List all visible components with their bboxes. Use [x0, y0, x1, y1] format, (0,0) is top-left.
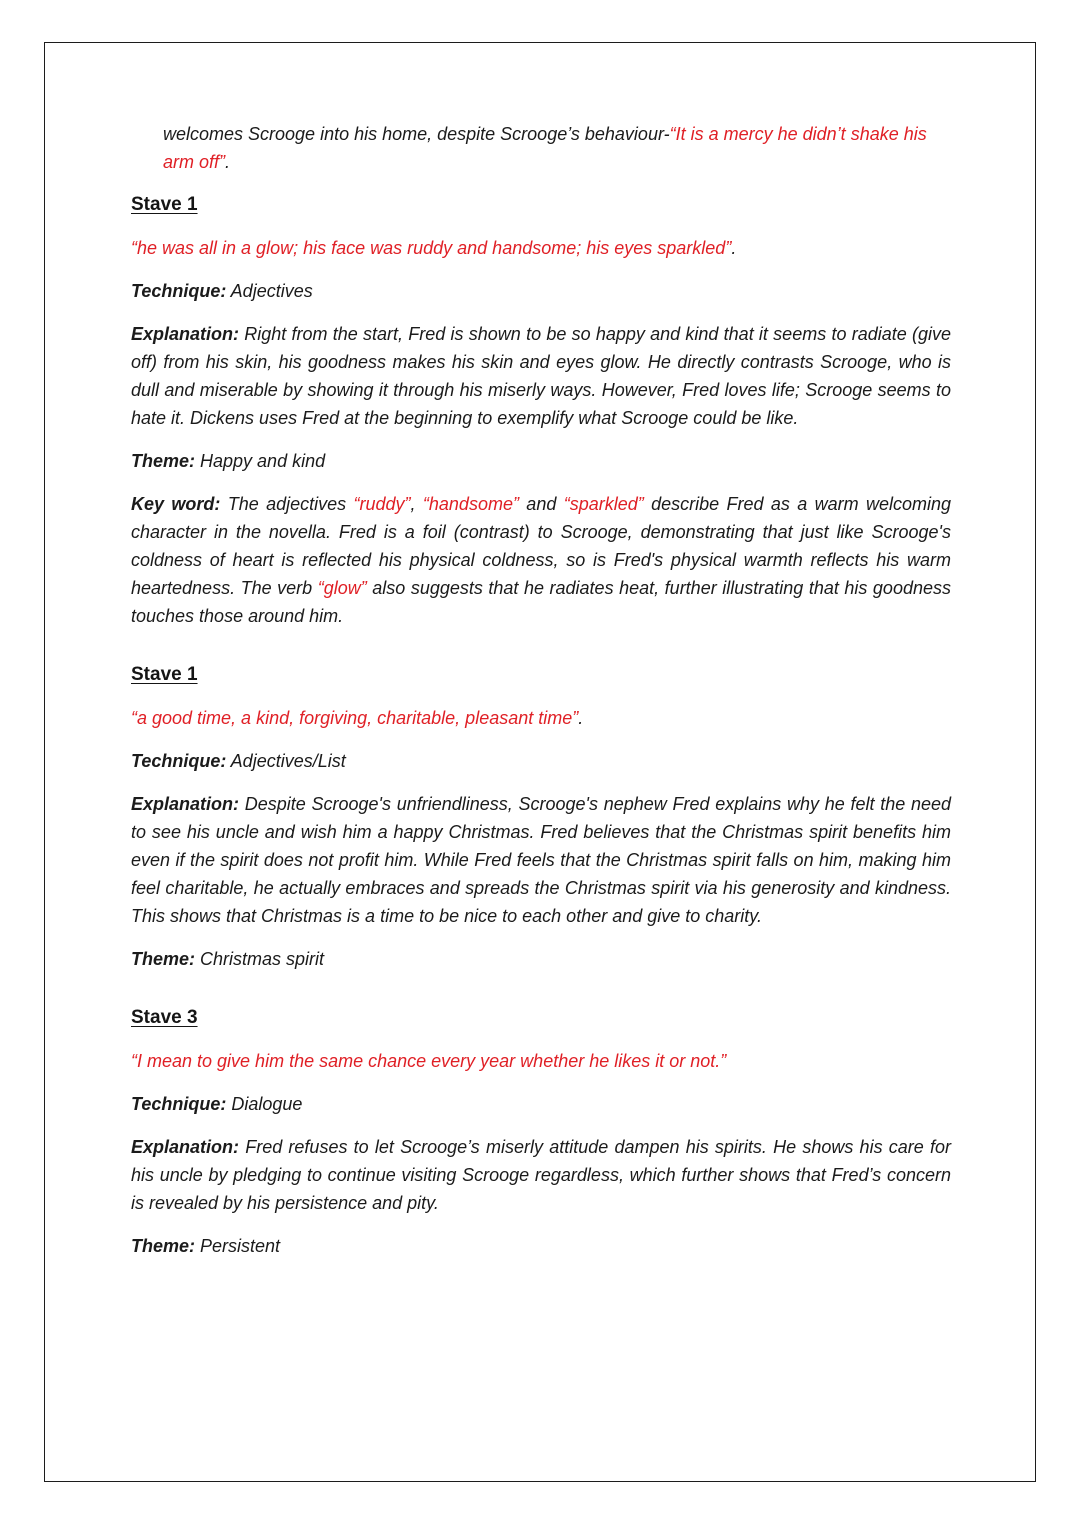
document-content — [131, 120, 951, 1275]
quote-paragraph — [131, 704, 951, 732]
theme-label: Theme: — [131, 949, 196, 969]
keyword-seg: also suggests that he radiates heat, further illustrating that his goodness touches those around him. — [131, 578, 951, 626]
keyword-red-word: “handsome” — [422, 494, 519, 514]
technique-label: Technique: — [131, 1094, 227, 1114]
technique-label: Technique: — [131, 751, 227, 771]
technique-value: Adjectives — [226, 281, 313, 301]
intro-text-black: welcomes Scrooge into his home, despite Scrooge’s behaviour- — [163, 124, 670, 144]
explanation-text: Despite Scrooge's unfriendliness, Scrooge's nephew Fred explains why he felt the need to see his uncle and wish him a happy Christmas. Fred believes that the Christmas spirit benefits him even if the spirit does not profit him. While Fred feels that the Christmas spirit falls on him, making him feel charitable, he actually embraces and spreads the Christmas spirit via his generosity and kindness. This shows that Christmas is a time to be nice to each other and give to charity. — [131, 794, 951, 926]
quote-text: “a good time, a kind, forgiving, charitable, pleasant time” — [131, 708, 579, 728]
quote-period: . — [578, 708, 584, 728]
theme-paragraph — [131, 447, 951, 475]
explanation-paragraph — [131, 790, 951, 930]
section-heading: Stave 1 — [131, 194, 198, 215]
keyword-red-word: “glow” — [317, 578, 367, 598]
intro-quote-red: “It is a mercy he didn’t shake his arm off” — [163, 124, 927, 172]
technique-label: Technique: — [131, 281, 227, 301]
section-stave1-b — [131, 661, 951, 973]
section-heading: Stave 3 — [131, 1007, 198, 1028]
intro-paragraph — [131, 120, 951, 176]
explanation-text: Fred refuses to let Scrooge’s miserly attitude dampen his spirits. He shows his care for his uncle by pledging to continue visiting Scrooge regardless, which further shows that Fred’s concern is revealed by his persistence and pity. — [131, 1137, 951, 1213]
technique-paragraph — [131, 747, 951, 775]
keyword-seg: describe Fred as a warm welcoming character in the novella. Fred is a foil (contrast) to Scrooge, demonstrating that just like Scrooge's coldness of heart is reflected his physical coldness, so is Fred's physical warmth reflects his warm heartedness. The verb — [131, 494, 952, 598]
intro-period: . — [225, 152, 231, 172]
quote-text: “I mean to give him the same chance every year whether he likes it or not.” — [131, 1051, 727, 1071]
theme-label: Theme: — [131, 451, 196, 471]
quote-paragraph — [131, 1047, 951, 1075]
technique-paragraph — [131, 1090, 951, 1118]
theme-paragraph — [131, 1232, 951, 1260]
keyword-seg: , — [410, 494, 423, 514]
quote-period: . — [731, 238, 737, 258]
explanation-paragraph — [131, 1133, 951, 1217]
keyword-seg: and — [518, 494, 564, 514]
explanation-label: Explanation: — [131, 794, 240, 814]
section-stave3 — [131, 1004, 951, 1260]
theme-value: Happy and kind — [195, 451, 326, 471]
theme-value: Persistent — [195, 1236, 281, 1256]
keyword-seg: The adjectives — [220, 494, 354, 514]
explanation-paragraph — [131, 320, 951, 432]
section-heading: Stave 1 — [131, 664, 198, 685]
theme-label: Theme: — [131, 1236, 196, 1256]
keyword-red-word: “sparkled” — [563, 494, 644, 514]
keyword-red-word: “ruddy” — [353, 494, 411, 514]
theme-value: Christmas spirit — [195, 949, 325, 969]
theme-paragraph — [131, 945, 951, 973]
explanation-label: Explanation: — [131, 1137, 240, 1157]
quote-text: “he was all in a glow; his face was ruddy and handsome; his eyes sparkled” — [131, 238, 732, 258]
keyword-label: Key word: — [131, 494, 221, 514]
technique-paragraph — [131, 277, 951, 305]
keyword-paragraph — [131, 490, 951, 630]
quote-paragraph — [131, 234, 951, 262]
explanation-text: Right from the start, Fred is shown to be so happy and kind that it seems to radiate (give off) from his skin, his goodness makes his skin and eyes glow. He directly contrasts Scrooge, who is dull and miserable by showing it through his miserly ways. However, Fred loves life; Scrooge seems to hate it. Dickens uses Fred at the beginning to exemplify what Scrooge could be like. — [131, 324, 951, 428]
technique-value: Dialogue — [226, 1094, 303, 1114]
section-stave1-a — [131, 191, 951, 630]
explanation-label: Explanation: — [131, 324, 240, 344]
technique-value: Adjectives/List — [226, 751, 346, 771]
